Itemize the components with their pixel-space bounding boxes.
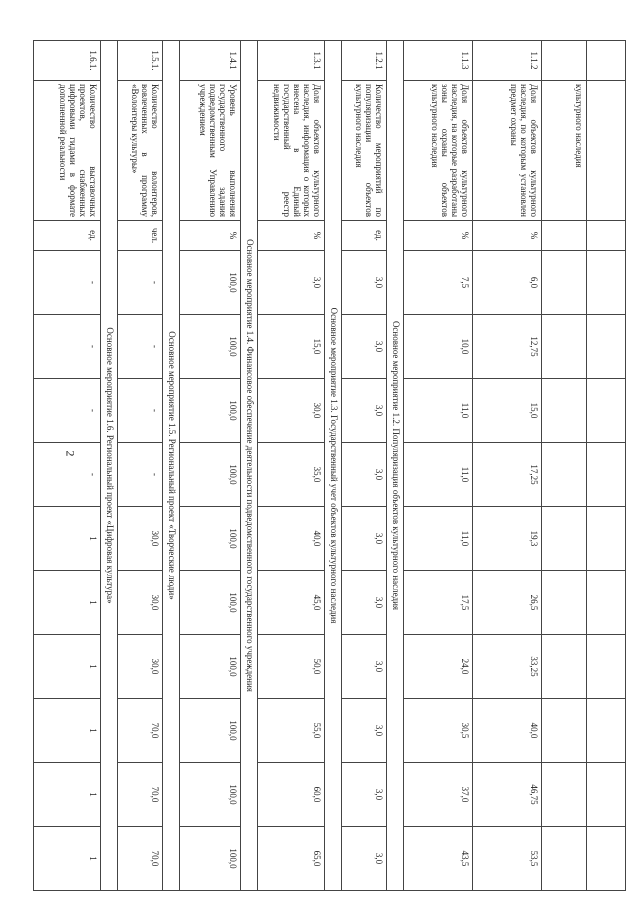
- value-cell: 100,0: [180, 699, 241, 763]
- value-cell: 100,0: [180, 827, 241, 891]
- value-cell: 3,0: [342, 315, 387, 379]
- value-cell: 15,0: [258, 315, 325, 379]
- value-cell: 3,0: [342, 251, 387, 315]
- section-heading-1-3: Основное мероприятие 1.3. Государственный учет объектов культурного наследия: [325, 41, 342, 891]
- row-number: [542, 41, 587, 81]
- value-cell: [587, 763, 626, 827]
- value-cell: 7,5: [404, 251, 473, 315]
- unit-cell: ед.: [342, 221, 387, 251]
- row-number: 1.3.1: [258, 41, 325, 81]
- value-cell: 100,0: [180, 571, 241, 635]
- unit-cell: %: [180, 221, 241, 251]
- value-cell: 65,0: [258, 827, 325, 891]
- value-cell: 3,0: [342, 763, 387, 827]
- table-row-1-2-1: [342, 41, 387, 891]
- indicator-name: культурного наследия: [542, 81, 587, 221]
- indicator-name: Количество волонтеров, вовлеченных в программу «Волонтеры культуры»: [118, 81, 163, 221]
- table-row-1-3-1: [258, 41, 325, 891]
- value-cell: -: [34, 251, 101, 315]
- row-number: 1.1.3: [404, 41, 473, 81]
- section-heading-row: [241, 41, 258, 891]
- row-number: [587, 41, 626, 81]
- indicator-name: [587, 81, 626, 221]
- row-number: 1.5.1.: [118, 41, 163, 81]
- unit-cell: чел.: [118, 221, 163, 251]
- unit-cell: %: [473, 221, 542, 251]
- table-row-continuation: [542, 41, 587, 891]
- indicator-name: Количество выставочных проектов, снабженных цифровыми гидами в формате дополненной реальности: [34, 81, 101, 221]
- value-cell: 17,25: [473, 443, 542, 507]
- value-cell: 11,0: [404, 379, 473, 443]
- value-cell: 30,0: [118, 571, 163, 635]
- value-cell: 100,0: [180, 315, 241, 379]
- value-cell: 12,75: [473, 315, 542, 379]
- unit-cell: [587, 221, 626, 251]
- section-heading-row: [325, 41, 342, 891]
- value-cell: 30,0: [118, 635, 163, 699]
- table-row-1-6-1: [34, 41, 101, 891]
- value-cell: [587, 635, 626, 699]
- table-row-empty: [587, 41, 626, 891]
- value-cell: [542, 315, 587, 379]
- value-cell: 10,0: [404, 315, 473, 379]
- value-cell: 70,0: [118, 699, 163, 763]
- value-cell: 3,0: [342, 635, 387, 699]
- value-cell: 53,5: [473, 827, 542, 891]
- value-cell: 3,0: [342, 699, 387, 763]
- value-cell: 15,0: [473, 379, 542, 443]
- table-row-1-4-1: [180, 41, 241, 891]
- value-cell: 40,0: [258, 507, 325, 571]
- value-cell: [542, 571, 587, 635]
- indicator-name: Доля объектов культурного наследия, по которым установлен предмет охраны: [473, 81, 542, 221]
- value-cell: 3,0: [342, 827, 387, 891]
- value-cell: 26,5: [473, 571, 542, 635]
- value-cell: 3,0: [342, 443, 387, 507]
- value-cell: 1: [34, 763, 101, 827]
- value-cell: 3,0: [258, 251, 325, 315]
- value-cell: -: [118, 379, 163, 443]
- value-cell: [542, 251, 587, 315]
- unit-cell: [542, 221, 587, 251]
- value-cell: [542, 635, 587, 699]
- section-heading-1-4: Основное мероприятие 1.4. Финансовое обеспечение деятельности подведомственного государственного учреждения: [241, 41, 258, 891]
- value-cell: 1: [34, 827, 101, 891]
- value-cell: 24,0: [404, 635, 473, 699]
- value-cell: 45,0: [258, 571, 325, 635]
- value-cell: [587, 443, 626, 507]
- table-row-1-5-1: [118, 41, 163, 891]
- value-cell: [542, 507, 587, 571]
- value-cell: 17,5: [404, 571, 473, 635]
- indicator-name: Доля объектов культурного наследия, информация о которых внесена в Единый государственный реестр недвижимости: [258, 81, 325, 221]
- unit-cell: %: [404, 221, 473, 251]
- value-cell: 100,0: [180, 763, 241, 827]
- value-cell: 30,0: [118, 507, 163, 571]
- indicator-name: Уровень выполнения государственного задания подведомственным Управлению учреждением: [180, 81, 241, 221]
- indicators-table: [33, 40, 626, 891]
- value-cell: 100,0: [180, 635, 241, 699]
- value-cell: -: [34, 443, 101, 507]
- value-cell: [587, 315, 626, 379]
- value-cell: [587, 699, 626, 763]
- value-cell: 70,0: [118, 827, 163, 891]
- value-cell: 100,0: [180, 443, 241, 507]
- section-heading-row: [101, 41, 118, 891]
- value-cell: 1: [34, 635, 101, 699]
- value-cell: -: [118, 251, 163, 315]
- value-cell: 30,5: [404, 699, 473, 763]
- value-cell: 35,0: [258, 443, 325, 507]
- row-number: 1.2.1: [342, 41, 387, 81]
- page-number: 2: [63, 450, 78, 457]
- value-cell: [542, 379, 587, 443]
- value-cell: -: [118, 443, 163, 507]
- section-heading-1-2: Основное мероприятие 1.2. Популяризация объектов культурного наследия: [387, 41, 404, 891]
- table-row-1-1-3: [404, 41, 473, 891]
- value-cell: 37,0: [404, 763, 473, 827]
- value-cell: 100,0: [180, 507, 241, 571]
- value-cell: 1: [34, 571, 101, 635]
- value-cell: [587, 379, 626, 443]
- section-heading-row: [387, 41, 404, 891]
- value-cell: -: [34, 315, 101, 379]
- value-cell: 3,0: [342, 571, 387, 635]
- value-cell: 55,0: [258, 699, 325, 763]
- value-cell: [587, 571, 626, 635]
- row-number: 1.1.2: [473, 41, 542, 81]
- value-cell: 46,75: [473, 763, 542, 827]
- value-cell: 30,0: [258, 379, 325, 443]
- value-cell: [542, 763, 587, 827]
- section-heading-1-5: Основное мероприятие 1.5. Региональный проект «Творческие люди»: [163, 41, 180, 891]
- value-cell: 6,0: [473, 251, 542, 315]
- value-cell: 3,0: [342, 379, 387, 443]
- value-cell: [542, 443, 587, 507]
- value-cell: [587, 251, 626, 315]
- unit-cell: %: [258, 221, 325, 251]
- value-cell: 100,0: [180, 379, 241, 443]
- indicator-name: Количество мероприятий по популяризации объектов культурного наследия: [342, 81, 387, 221]
- value-cell: [587, 827, 626, 891]
- value-cell: 1: [34, 507, 101, 571]
- value-cell: 33,25: [473, 635, 542, 699]
- value-cell: 19,3: [473, 507, 542, 571]
- value-cell: [542, 699, 587, 763]
- indicator-name: Доля объектов культурного наследия, на которые разработаны зоны охраны объектов культурного наследия: [404, 81, 473, 221]
- row-number: 1.6.1.: [34, 41, 101, 81]
- value-cell: 60,0: [258, 763, 325, 827]
- value-cell: 70,0: [118, 763, 163, 827]
- table-rotator: [58, 40, 626, 890]
- value-cell: 1: [34, 699, 101, 763]
- value-cell: 50,0: [258, 635, 325, 699]
- unit-cell: ед.: [34, 221, 101, 251]
- value-cell: [587, 507, 626, 571]
- value-cell: 43,5: [404, 827, 473, 891]
- value-cell: 100,0: [180, 251, 241, 315]
- table-row-1-1-2: [473, 41, 542, 891]
- value-cell: -: [118, 315, 163, 379]
- section-heading-row: [163, 41, 180, 891]
- value-cell: 11,0: [404, 507, 473, 571]
- row-number: 1.4.1: [180, 41, 241, 81]
- value-cell: 40,0: [473, 699, 542, 763]
- value-cell: 3,0: [342, 507, 387, 571]
- section-heading-1-6: Основное мероприятие 1.6. Региональный проект «Цифровая культура»: [101, 41, 118, 891]
- value-cell: -: [34, 379, 101, 443]
- value-cell: [542, 827, 587, 891]
- rotated-sheet: [58, 40, 626, 890]
- value-cell: 11,0: [404, 443, 473, 507]
